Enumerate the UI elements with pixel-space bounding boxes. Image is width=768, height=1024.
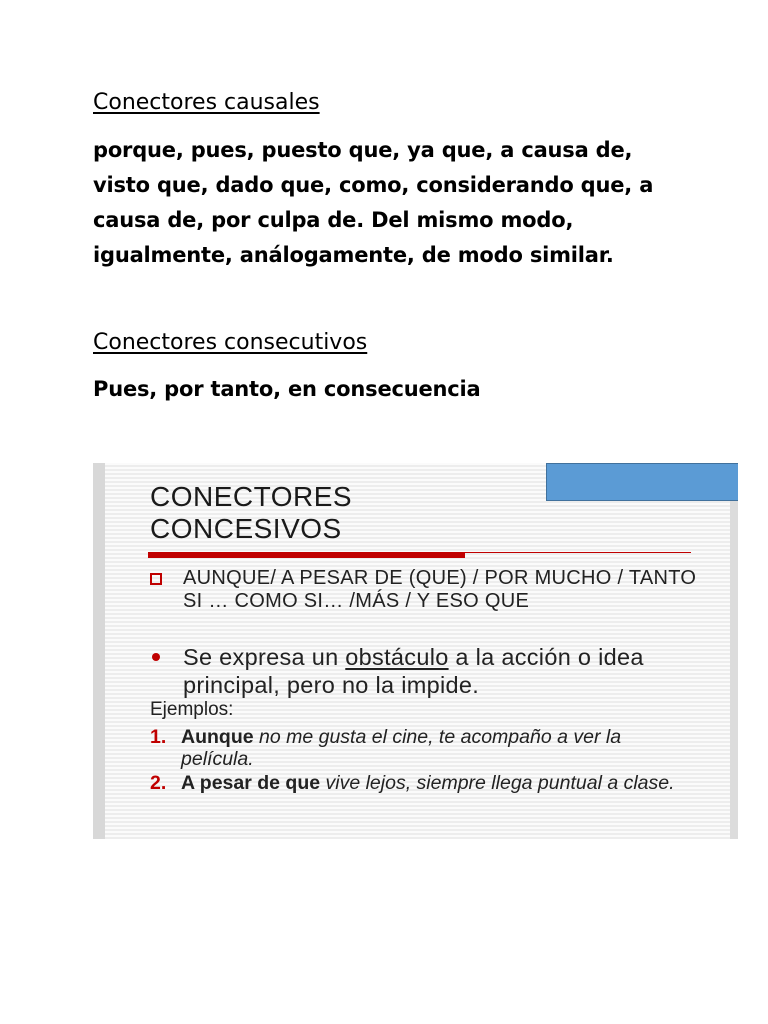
- slide-title: [150, 481, 352, 545]
- title-underline-thin: [465, 552, 691, 553]
- title-underline-bar: [148, 552, 465, 558]
- bullet-connectors-text: AUNQUE/ A PESAR DE (QUE) / POR MUCHO / TANTO SI … COMO SI… /MÁS / Y ESO QUE: [183, 567, 697, 612]
- concessive-connectors-slide: [93, 463, 738, 839]
- definition-underlined-word: obstáculo: [345, 644, 449, 670]
- example-keyword: A pesar de que: [181, 772, 321, 794]
- dot-bullet-icon: [152, 653, 160, 661]
- examples-label: Ejemplos:: [150, 699, 234, 720]
- consecutive-connectors-text: Pues, por tanto, en consecuencia: [93, 377, 481, 401]
- example-text: [181, 772, 681, 794]
- bullet-definition-text: [183, 643, 703, 699]
- example-number: 2.: [150, 772, 167, 794]
- definition-after: a la acción o idea principal, pero no la impide.: [183, 644, 644, 698]
- slide-title-line1: CONECTORES: [150, 481, 353, 512]
- heading-causal-connectors: Conectores causales: [93, 90, 320, 115]
- example-rest: vive lejos, siempre llega puntual a clase.: [320, 772, 675, 794]
- square-bullet-icon: [150, 573, 162, 585]
- slide-right-border: [730, 463, 738, 839]
- definition-before: Se expresa un: [183, 644, 346, 670]
- slide-title-line2: CONCESIVOS: [150, 513, 342, 544]
- causal-connectors-text: porque, pues, puesto que, ya que, a causa de, visto que, dado que, como, considerando que, a causa de, por culpa de. Del mismo modo, igualmente, análogamente, de modo similar.: [93, 138, 654, 267]
- blue-rectangle-shape: [546, 463, 738, 501]
- heading-consecutive-connectors: Conectores consecutivos: [93, 330, 368, 355]
- example-text: [181, 726, 681, 770]
- example-rest: no me gusta el cine, te acompaño a ver la película.: [181, 726, 622, 770]
- example-number: 1.: [150, 726, 167, 748]
- slide-left-border: [93, 463, 105, 839]
- example-keyword: Aunque: [181, 726, 254, 748]
